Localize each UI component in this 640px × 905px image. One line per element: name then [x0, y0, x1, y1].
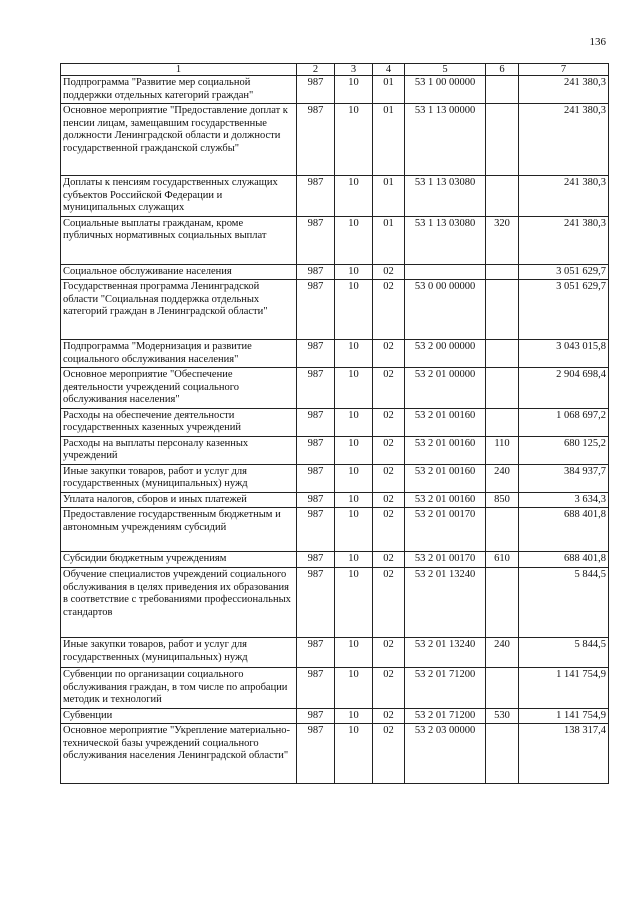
cell-pr: 02	[373, 464, 405, 492]
cell-vr: 320	[486, 216, 519, 264]
cell-gr: 987	[297, 408, 335, 436]
cell-name: Уплата налогов, сборов и иных платежей	[61, 492, 297, 508]
header-row	[61, 64, 609, 76]
cell-name: Государственная программа Ленинградской области "Социальная поддержка отдельных категорий граждан в Ленинградской области"	[61, 280, 297, 340]
cell-gr: 987	[297, 216, 335, 264]
cell-gr: 987	[297, 638, 335, 668]
cell-gr: 987	[297, 340, 335, 368]
cell-vr	[486, 668, 519, 709]
cell-rz: 10	[335, 340, 373, 368]
cell-pr: 02	[373, 508, 405, 552]
cell-rz: 10	[335, 552, 373, 568]
cell-csr: 53 0 00 00000	[405, 280, 486, 340]
cell-vr	[486, 76, 519, 104]
cell-name: Основное мероприятие "Обеспечение деятельности учреждений социального обслуживания населения"	[61, 368, 297, 409]
cell-csr: 53 1 00 00000	[405, 76, 486, 104]
cell-name: Субсидии бюджетным учреждениям	[61, 552, 297, 568]
cell-sum: 5 844,5	[519, 568, 609, 638]
table-row	[61, 668, 609, 709]
cell-pr: 02	[373, 408, 405, 436]
cell-rz: 10	[335, 464, 373, 492]
cell-pr: 02	[373, 568, 405, 638]
table-row	[61, 436, 609, 464]
cell-csr: 53 2 01 71200	[405, 708, 486, 724]
cell-name: Предоставление государственным бюджетным и автономным учреждениям субсидий	[61, 508, 297, 552]
cell-pr: 01	[373, 216, 405, 264]
cell-vr: 240	[486, 638, 519, 668]
cell-gr: 987	[297, 668, 335, 709]
cell-gr: 987	[297, 264, 335, 280]
cell-csr: 53 2 03 00000	[405, 724, 486, 784]
table-row	[61, 724, 609, 784]
cell-gr: 987	[297, 76, 335, 104]
cell-csr: 53 2 01 00170	[405, 552, 486, 568]
cell-name: Подпрограмма "Развитие мер социальной поддержки отдельных категорий граждан"	[61, 76, 297, 104]
cell-name: Субвенции	[61, 708, 297, 724]
cell-vr	[486, 724, 519, 784]
cell-name: Подпрограмма "Модернизация и развитие социального обслуживания населения"	[61, 340, 297, 368]
cell-sum: 3 043 015,8	[519, 340, 609, 368]
cell-csr: 53 2 01 71200	[405, 668, 486, 709]
cell-rz: 10	[335, 668, 373, 709]
cell-vr	[486, 568, 519, 638]
cell-pr: 02	[373, 280, 405, 340]
column-header: 2	[297, 64, 335, 76]
table-row	[61, 340, 609, 368]
table-row	[61, 638, 609, 668]
cell-vr: 110	[486, 436, 519, 464]
cell-vr: 610	[486, 552, 519, 568]
cell-gr: 987	[297, 708, 335, 724]
cell-gr: 987	[297, 280, 335, 340]
cell-rz: 10	[335, 638, 373, 668]
cell-gr: 987	[297, 104, 335, 176]
cell-rz: 10	[335, 176, 373, 217]
cell-sum: 688 401,8	[519, 508, 609, 552]
cell-vr	[486, 340, 519, 368]
cell-sum: 3 051 629,7	[519, 280, 609, 340]
cell-sum: 1 141 754,9	[519, 668, 609, 709]
cell-name: Доплаты к пенсиям государственных служащих субъектов Российской Федерации и муниципальных служащих	[61, 176, 297, 217]
cell-pr: 01	[373, 176, 405, 217]
cell-rz: 10	[335, 508, 373, 552]
cell-sum: 688 401,8	[519, 552, 609, 568]
cell-csr: 53 2 01 13240	[405, 638, 486, 668]
cell-gr: 987	[297, 492, 335, 508]
cell-rz: 10	[335, 280, 373, 340]
cell-sum: 241 380,3	[519, 216, 609, 264]
cell-sum: 241 380,3	[519, 176, 609, 217]
table-row	[61, 280, 609, 340]
cell-pr: 02	[373, 708, 405, 724]
cell-vr	[486, 368, 519, 409]
table-row	[61, 264, 609, 280]
cell-name: Социальные выплаты гражданам, кроме публичных нормативных социальных выплат	[61, 216, 297, 264]
cell-gr: 987	[297, 724, 335, 784]
cell-sum: 138 317,4	[519, 724, 609, 784]
cell-name: Субвенции по организации социального обслуживания граждан, в том числе по апробации методик и технологий	[61, 668, 297, 709]
cell-rz: 10	[335, 408, 373, 436]
cell-sum: 5 844,5	[519, 638, 609, 668]
cell-gr: 987	[297, 464, 335, 492]
cell-vr	[486, 176, 519, 217]
table-row	[61, 708, 609, 724]
cell-pr: 01	[373, 104, 405, 176]
cell-csr: 53 2 01 00160	[405, 408, 486, 436]
column-header: 5	[405, 64, 486, 76]
table-body	[61, 76, 609, 784]
cell-pr: 02	[373, 638, 405, 668]
cell-csr: 53 2 01 00000	[405, 368, 486, 409]
cell-csr: 53 1 13 03080	[405, 176, 486, 217]
cell-gr: 987	[297, 436, 335, 464]
cell-vr	[486, 408, 519, 436]
cell-pr: 02	[373, 492, 405, 508]
cell-gr: 987	[297, 552, 335, 568]
cell-gr: 987	[297, 568, 335, 638]
cell-rz: 10	[335, 568, 373, 638]
cell-vr: 850	[486, 492, 519, 508]
cell-vr	[486, 104, 519, 176]
cell-sum: 241 380,3	[519, 76, 609, 104]
cell-gr: 987	[297, 176, 335, 217]
column-header: 4	[373, 64, 405, 76]
column-header: 1	[61, 64, 297, 76]
cell-pr: 02	[373, 724, 405, 784]
cell-sum: 384 937,7	[519, 464, 609, 492]
cell-pr: 02	[373, 368, 405, 409]
cell-csr: 53 2 00 00000	[405, 340, 486, 368]
cell-name: Иные закупки товаров, работ и услуг для государственных (муниципальных) нужд	[61, 638, 297, 668]
cell-name: Расходы на обеспечение деятельности государственных казенных учреждений	[61, 408, 297, 436]
cell-csr	[405, 264, 486, 280]
cell-rz: 10	[335, 708, 373, 724]
cell-rz: 10	[335, 368, 373, 409]
cell-csr: 53 2 01 00160	[405, 492, 486, 508]
cell-name: Основное мероприятие "Предоставление доплат к пенсии лицам, замещавшим государственные должности Ленинградской области и должности государственной гражданской службы"	[61, 104, 297, 176]
table-row	[61, 568, 609, 638]
table-row	[61, 552, 609, 568]
table-row	[61, 76, 609, 104]
cell-rz: 10	[335, 492, 373, 508]
cell-csr: 53 2 01 00160	[405, 436, 486, 464]
cell-gr: 987	[297, 368, 335, 409]
table-row	[61, 104, 609, 176]
cell-sum: 3 634,3	[519, 492, 609, 508]
cell-sum: 1 068 697,2	[519, 408, 609, 436]
column-header: 3	[335, 64, 373, 76]
cell-csr: 53 2 01 00160	[405, 464, 486, 492]
cell-name: Основное мероприятие "Укрепление материально-технической базы учреждений социального обслуживания населения Ленинградской области"	[61, 724, 297, 784]
cell-pr: 02	[373, 340, 405, 368]
cell-sum: 241 380,3	[519, 104, 609, 176]
cell-name: Обучение специалистов учреждений социального обслуживания в целях приведения их образования в соответствие с требованиями профессиональных стандартов	[61, 568, 297, 638]
cell-pr: 01	[373, 76, 405, 104]
cell-rz: 10	[335, 436, 373, 464]
cell-pr: 02	[373, 668, 405, 709]
table-row	[61, 176, 609, 217]
page-number: 136	[589, 36, 606, 48]
table-row	[61, 216, 609, 264]
column-header: 6	[486, 64, 519, 76]
cell-csr: 53 1 13 00000	[405, 104, 486, 176]
cell-sum: 1 141 754,9	[519, 708, 609, 724]
cell-rz: 10	[335, 76, 373, 104]
table-row	[61, 464, 609, 492]
cell-name: Расходы на выплаты персоналу казенных учреждений	[61, 436, 297, 464]
cell-vr	[486, 508, 519, 552]
cell-csr: 53 1 13 03080	[405, 216, 486, 264]
cell-vr: 530	[486, 708, 519, 724]
cell-csr: 53 2 01 00170	[405, 508, 486, 552]
cell-rz: 10	[335, 104, 373, 176]
cell-pr: 02	[373, 436, 405, 464]
cell-rz: 10	[335, 216, 373, 264]
cell-sum: 680 125,2	[519, 436, 609, 464]
table-row	[61, 368, 609, 409]
cell-rz: 10	[335, 264, 373, 280]
cell-sum: 2 904 698,4	[519, 368, 609, 409]
cell-name: Социальное обслуживание населения	[61, 264, 297, 280]
cell-pr: 02	[373, 552, 405, 568]
budget-table	[60, 63, 609, 784]
table-row	[61, 408, 609, 436]
cell-rz: 10	[335, 724, 373, 784]
cell-gr: 987	[297, 508, 335, 552]
table-row	[61, 492, 609, 508]
cell-pr: 02	[373, 264, 405, 280]
cell-name: Иные закупки товаров, работ и услуг для государственных (муниципальных) нужд	[61, 464, 297, 492]
table-row	[61, 508, 609, 552]
column-header: 7	[519, 64, 609, 76]
cell-vr	[486, 280, 519, 340]
cell-sum: 3 051 629,7	[519, 264, 609, 280]
cell-vr	[486, 264, 519, 280]
cell-vr: 240	[486, 464, 519, 492]
cell-csr: 53 2 01 13240	[405, 568, 486, 638]
